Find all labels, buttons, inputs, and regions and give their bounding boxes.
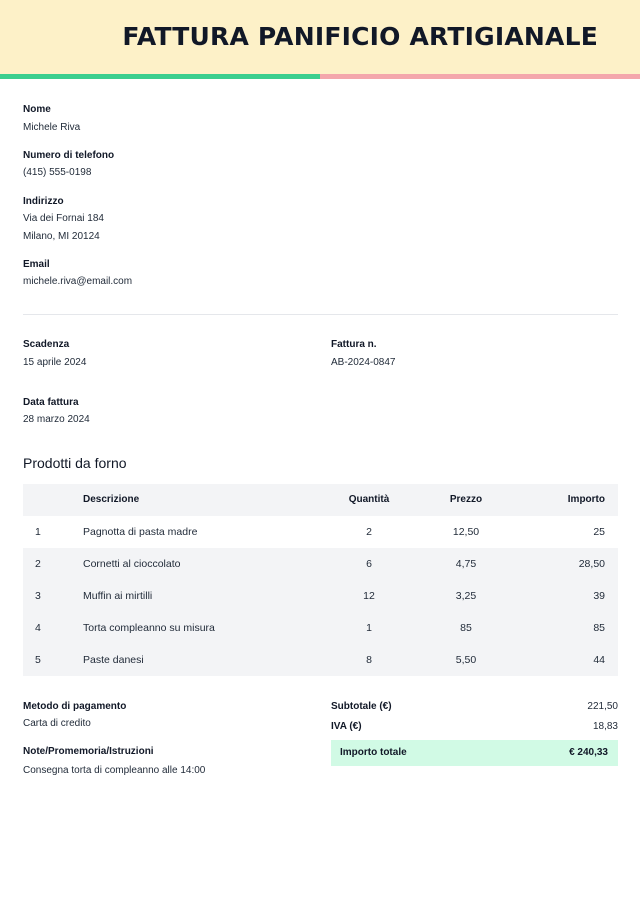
address-line-2: Milano, MI 20124 [23, 231, 100, 242]
header-stripe-green [0, 74, 320, 79]
header-amount: Importo [567, 494, 605, 505]
due-date-label: Scadenza [23, 339, 70, 350]
row-description: Cornetti al cioccolato [83, 558, 181, 570]
row-quantity: 8 [366, 654, 372, 666]
header-description: Descrizione [83, 494, 140, 505]
customer-email: michele.riva@email.com [23, 276, 133, 287]
row-price: 4,75 [455, 558, 477, 570]
table-header [23, 484, 618, 516]
row-description: Pagnotta di pasta madre [83, 526, 198, 538]
table-row [23, 580, 618, 612]
payment-method: Carta di credito [23, 718, 91, 729]
row-description: Paste danesi [83, 654, 144, 666]
address-line-1: Via dei Fornai 184 [23, 213, 104, 224]
header-price: Prezzo [449, 494, 483, 505]
row-description: Muffin ai mirtilli [83, 590, 153, 602]
row-quantity: 2 [366, 526, 372, 538]
header-stripe-pink [320, 74, 640, 79]
notes-text: Consegna torta di compleanno alle 14:00 [23, 765, 206, 776]
notes-label: Note/Promemoria/Istruzioni [23, 746, 154, 757]
table-row [23, 612, 618, 644]
total-value: € 240,33 [569, 747, 608, 758]
table-row [23, 548, 618, 580]
row-num: 5 [35, 654, 41, 666]
header-quantity: Quantità [348, 494, 390, 505]
invoice-date-label: Data fattura [23, 397, 79, 408]
row-amount: 85 [593, 622, 605, 634]
products-table [23, 484, 618, 676]
products-title: Prodotti da forno [23, 455, 127, 471]
section-divider [23, 314, 618, 315]
row-quantity: 12 [363, 590, 375, 602]
row-quantity: 1 [366, 622, 372, 634]
phone-label: Numero di telefono [23, 150, 115, 161]
row-price: 3,25 [455, 590, 477, 602]
row-amount: 25 [593, 526, 605, 538]
invoice-number: AB-2024-0847 [331, 357, 396, 368]
total-row [331, 740, 618, 766]
invoice-header [0, 0, 640, 74]
table-row [23, 516, 618, 548]
due-date: 15 aprile 2024 [23, 357, 87, 368]
total-label: Importo totale [340, 747, 407, 758]
customer-name: Michele Riva [23, 122, 81, 133]
email-label: Email [23, 259, 50, 270]
row-num: 3 [35, 590, 41, 602]
row-num: 1 [35, 526, 41, 538]
customer-phone: (415) 555-0198 [23, 167, 92, 178]
row-amount: 28,50 [578, 558, 605, 570]
subtotal-label: Subtotale (€) [331, 701, 392, 712]
vat-value: 18,83 [592, 721, 618, 732]
address-label: Indirizzo [23, 196, 64, 207]
name-label: Nome [23, 104, 51, 115]
row-amount: 39 [593, 590, 605, 602]
row-num: 4 [35, 622, 41, 634]
subtotal-value: 221,50 [587, 701, 618, 712]
payment-method-label: Metodo di pagamento [23, 701, 127, 712]
invoice-date: 28 marzo 2024 [23, 414, 90, 425]
row-description: Torta compleanno su misura [83, 622, 215, 634]
table-row [23, 644, 618, 676]
row-num: 2 [35, 558, 41, 570]
vat-label: IVA (€) [331, 721, 362, 732]
invoice-title: FATTURA PANIFICIO ARTIGIANALE [122, 22, 598, 51]
row-amount: 44 [593, 654, 605, 666]
row-price: 5,50 [455, 654, 477, 666]
row-price: 85 [460, 622, 472, 634]
invoice-number-label: Fattura n. [331, 339, 377, 350]
row-price: 12,50 [452, 526, 480, 538]
row-quantity: 6 [366, 558, 372, 570]
